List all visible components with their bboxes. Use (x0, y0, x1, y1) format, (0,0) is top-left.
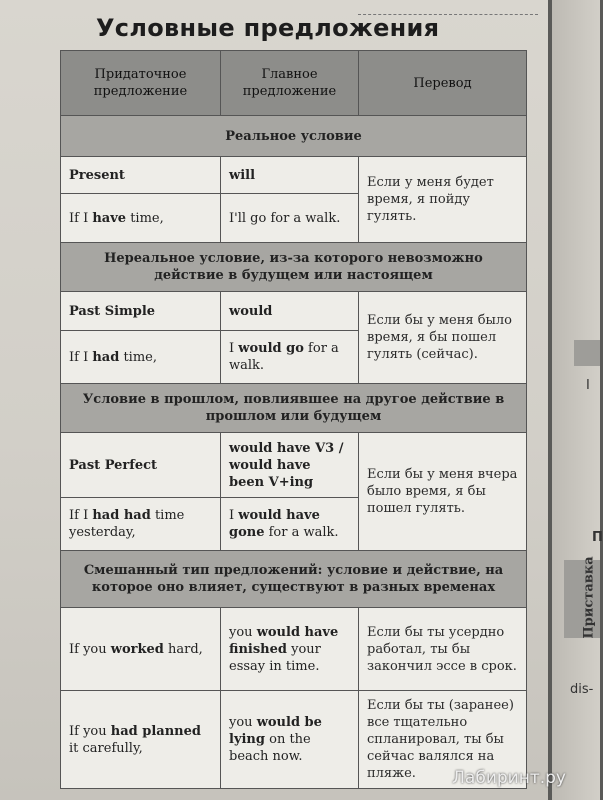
header-translation: Перевод (359, 51, 527, 116)
form-row (61, 157, 527, 194)
header-main: Главное предложение (221, 51, 359, 116)
mixed-subordinate: If you worked hard, (61, 608, 221, 691)
side-letter-i: I (586, 378, 590, 393)
example-main: I'll go for a walk. (221, 194, 359, 243)
adjacent-page (552, 0, 603, 800)
example-main: I would go for a walk. (221, 331, 359, 384)
watermark-logo: Лабиринт.ру (452, 768, 566, 788)
table-header-row (61, 51, 527, 116)
mixed-main: you would have finished your essay in time. (221, 608, 359, 691)
mixed-row (61, 608, 527, 691)
form-main: would have V3 / would have been V+ing (221, 433, 359, 498)
translation-cell: Если бы у меня было время, я бы пошел гулять (сейчас). (359, 292, 527, 384)
translation-cell: Если бы ты усердно работал, ты бы закончил эссе в срок. (359, 608, 527, 691)
side-rotated-label: Приставка (581, 556, 597, 639)
header-subordinate: Придаточное предложение (61, 51, 221, 116)
form-main: will (221, 157, 359, 194)
form-subordinate: Past Perfect (61, 433, 221, 498)
page-title: Условные предложения (96, 14, 440, 42)
top-rule (358, 14, 538, 15)
conditionals-table (60, 50, 527, 789)
side-shaded-box (574, 340, 600, 366)
form-subordinate: Present (61, 157, 221, 194)
translation-cell: Если у меня будет время, я пойду гулять. (359, 157, 527, 243)
example-subordinate: If I had had time yesterday, (61, 498, 221, 551)
side-prefix: dis- (570, 682, 594, 697)
section-heading: Условие в прошлом, повлиявшее на другое действие в прошлом или будущем (61, 384, 527, 433)
form-row (61, 292, 527, 331)
mixed-subordinate: If you had planned it carefully, (61, 691, 221, 789)
section-heading: Смешанный тип предложений: условие и действие, на которое оно влияет, существуют в разных временах (61, 551, 527, 608)
example-subordinate: If I had time, (61, 331, 221, 384)
side-letter-p: П (592, 530, 603, 545)
section-heading: Нереальное условие, из-за которого невозможно действие в будущем или настоящем (61, 243, 527, 292)
example-subordinate: If I have time, (61, 194, 221, 243)
form-row (61, 433, 527, 498)
example-main: I would have gone for a walk. (221, 498, 359, 551)
mixed-main: you would be lying on the beach now. (221, 691, 359, 789)
translation-cell: Если бы у меня вчера было время, я бы пошел гулять. (359, 433, 527, 551)
translation-cell: Если бы ты (заранее) все тщательно спланировал, ты бы сейчас валялся на пляже. (359, 691, 527, 789)
form-main: would (221, 292, 359, 331)
form-subordinate: Past Simple (61, 292, 221, 331)
section-heading: Реальное условие (61, 116, 527, 157)
